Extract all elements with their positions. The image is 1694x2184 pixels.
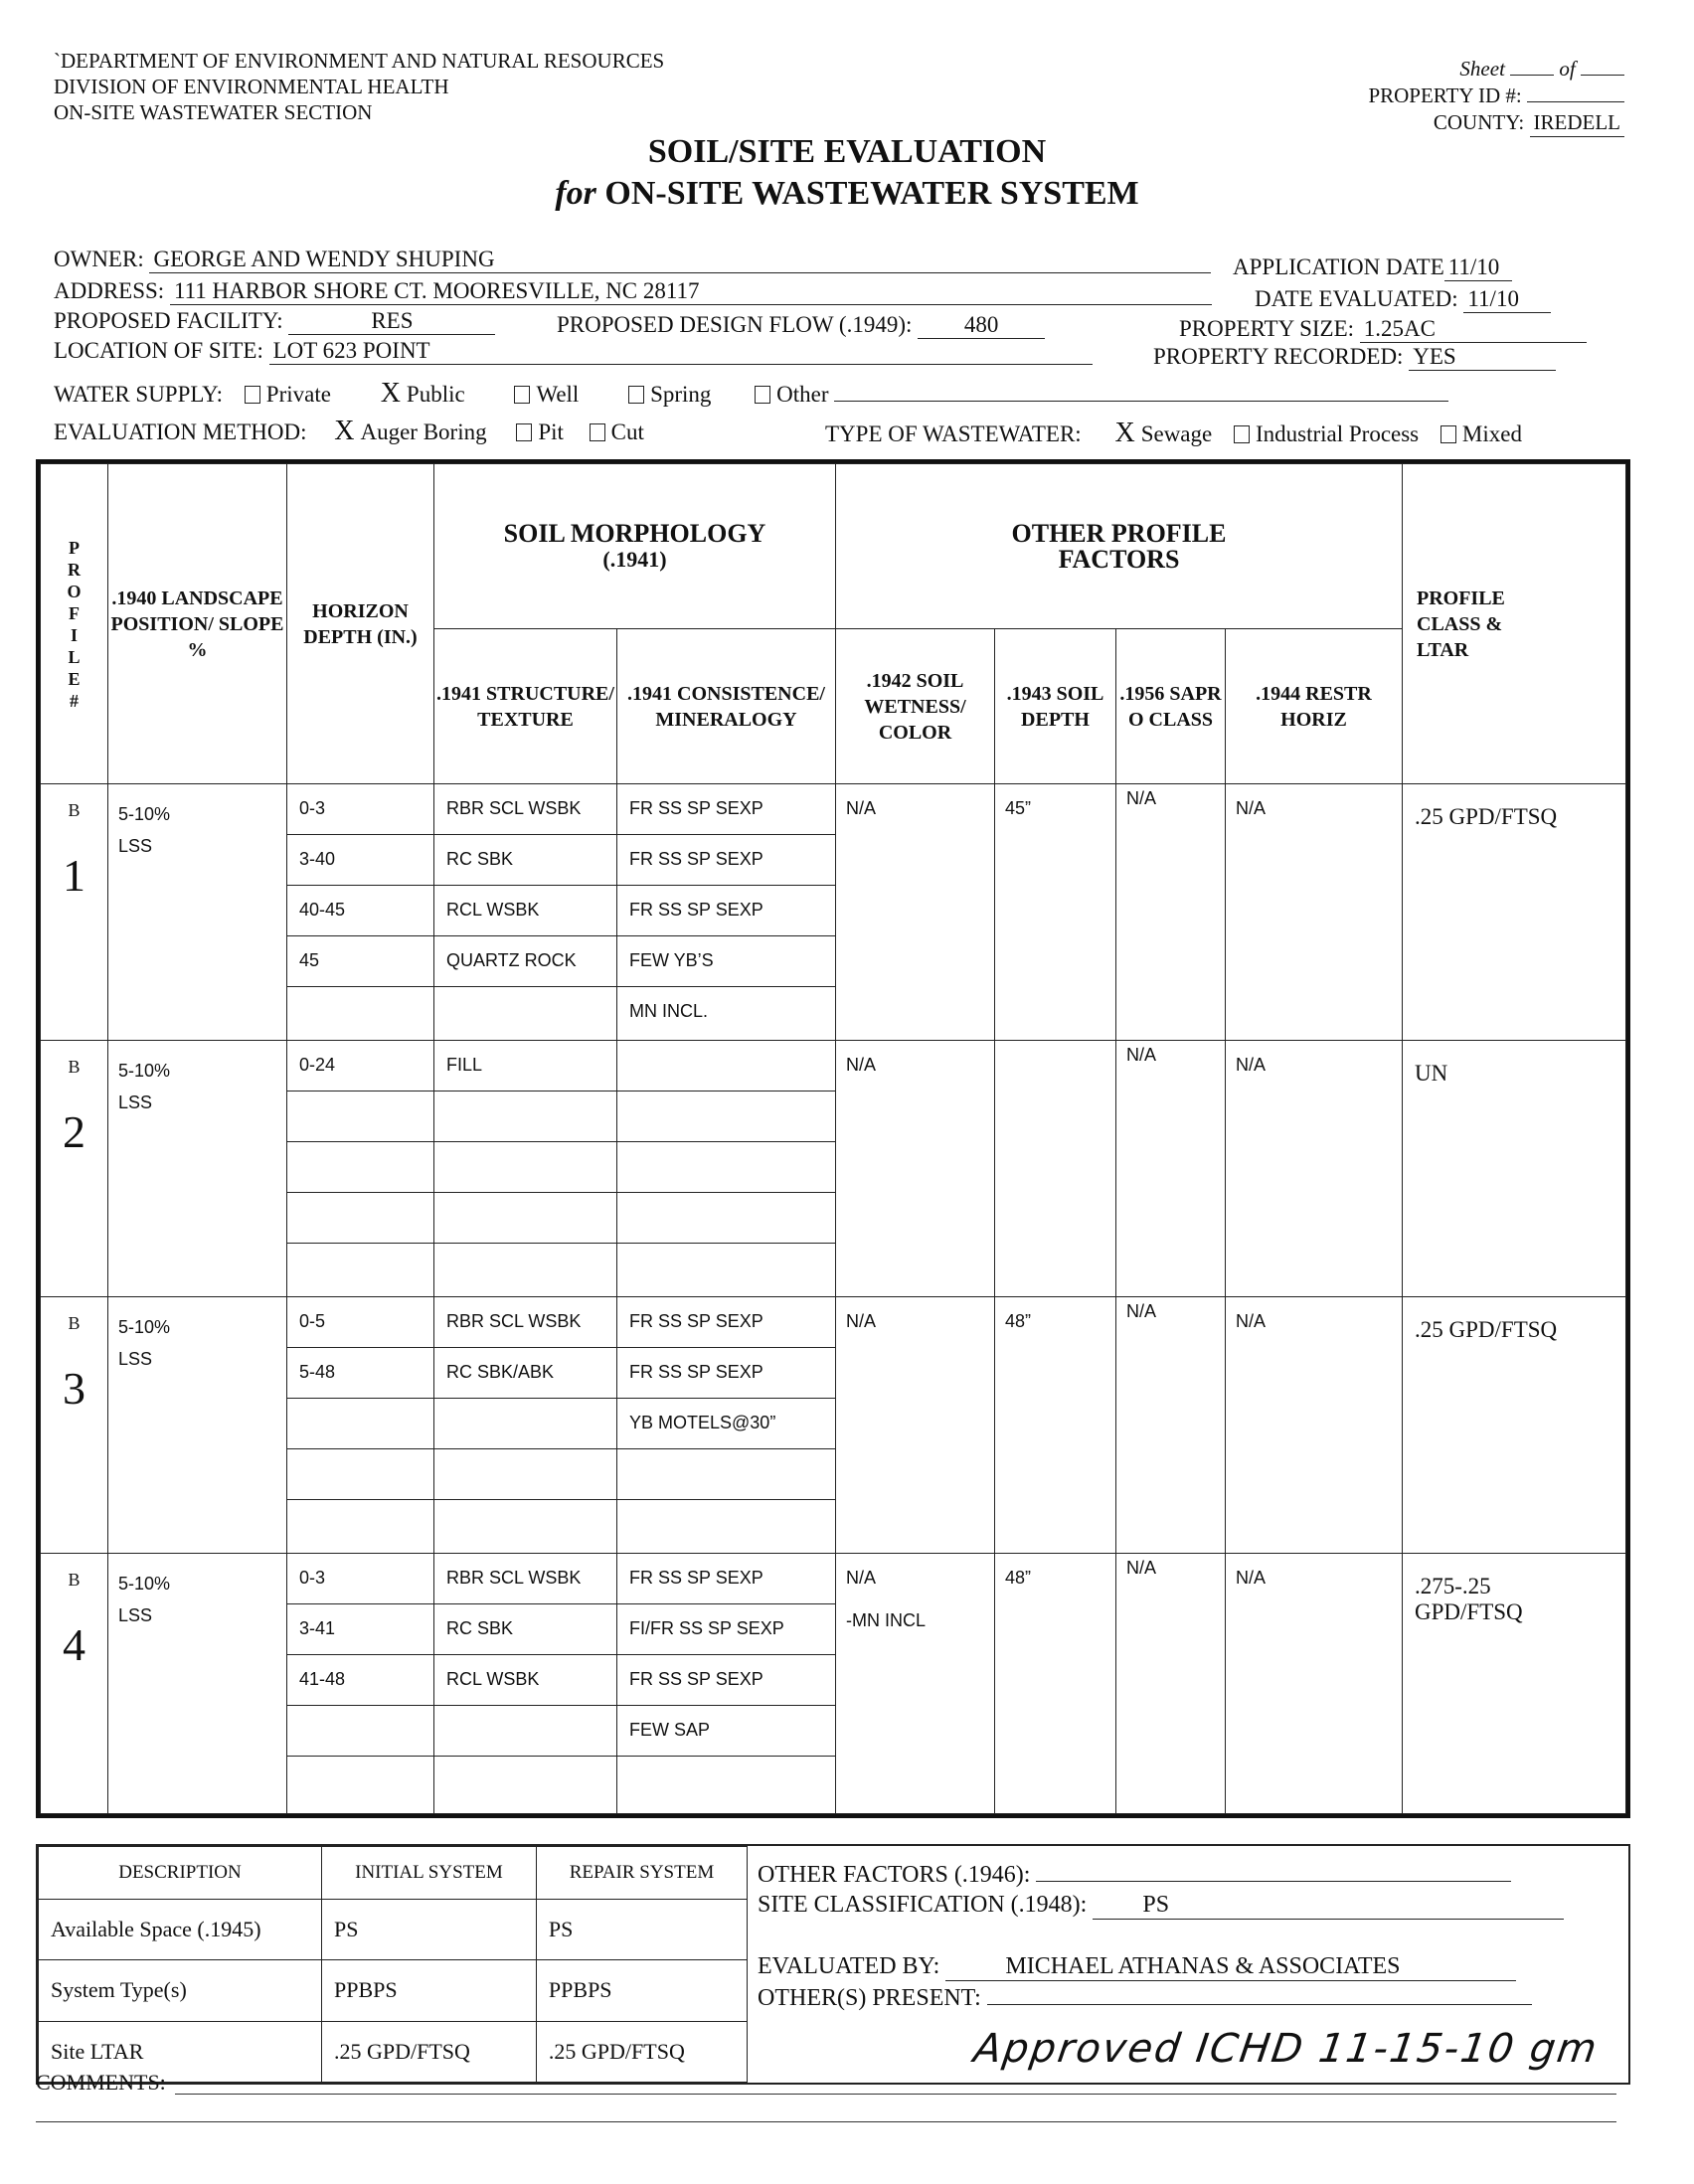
profile-ltar: UN — [1415, 1061, 1448, 1086]
agency-header — [54, 48, 664, 125]
profile-number: 4 — [63, 1619, 85, 1670]
structure-texture — [434, 1244, 616, 1294]
consistence-cell — [617, 1297, 836, 1554]
restr-value: N/A — [1236, 1055, 1267, 1075]
restr-value: N/A — [1236, 1311, 1267, 1331]
repair-system-header: REPAIR SYSTEM — [536, 1847, 747, 1900]
county-label: COUNTY: — [1433, 110, 1525, 134]
profile-letter: B — [68, 1570, 81, 1590]
profile-letter: B — [68, 1057, 81, 1077]
profile-class-cell — [1403, 784, 1626, 1041]
structure-texture — [434, 1399, 616, 1449]
restrictive-horizon-header: .1944 RESTR HORIZ — [1226, 629, 1403, 784]
profile-number-header: P R O F I L E # — [41, 464, 108, 784]
profile-class-cell — [1403, 1041, 1626, 1297]
profile-row — [41, 1297, 1626, 1554]
county-value: IREDELL — [1530, 109, 1624, 137]
pit-checkbox[interactable] — [516, 423, 532, 441]
slope: 5-10% — [118, 804, 171, 824]
available-space-label: Available Space (.1945) — [39, 1899, 322, 1959]
site-ltar-repair: .25 GPD/FTSQ — [536, 2021, 747, 2082]
structure-texture: RCL WSBK — [434, 886, 616, 936]
structure-texture — [434, 1142, 616, 1193]
profile-ltar: .25 GPD/FTSQ — [1415, 804, 1558, 829]
landscape-header: .1940 LANDSCAPE POSITION/ SLOPE % — [108, 464, 287, 784]
horizon-depth: 0-24 — [287, 1041, 433, 1092]
soil-depth-cell — [995, 1297, 1116, 1554]
wetness-value: N/A — [846, 1055, 877, 1075]
consistence-mineralogy: YB MOTELS@30” — [617, 1399, 835, 1449]
restr-cell — [1226, 1297, 1403, 1554]
structure-texture — [434, 1706, 616, 1757]
consistence-mineralogy — [617, 1142, 835, 1193]
sapro-cell — [1116, 1554, 1226, 1814]
structure-texture — [434, 987, 616, 1038]
water-supply-field: WATER SUPPLY: Private X Public Well Spring Other — [54, 378, 1448, 410]
agency-line-3: ON-SITE WASTEWATER SECTION — [54, 100, 373, 124]
sapro-cell — [1116, 1041, 1226, 1297]
profile-row — [41, 1554, 1626, 1814]
soil-depth-cell — [995, 784, 1116, 1041]
consistence-cell — [617, 1041, 836, 1297]
public-x-mark: X — [380, 378, 401, 409]
horizon-depth: 45 — [287, 936, 433, 987]
soil-depth-cell — [995, 1041, 1116, 1297]
restr-value: N/A — [1236, 798, 1267, 818]
consistence-mineralogy — [617, 1449, 835, 1500]
consistence-mineralogy: MN INCL. — [629, 1001, 709, 1021]
landscape-position: LSS — [118, 1092, 153, 1112]
well-checkbox[interactable] — [514, 386, 530, 404]
consistence-mineralogy: FR SS SP SEXP — [617, 886, 835, 936]
sapro-value: N/A — [1126, 788, 1157, 808]
approval-signature: Approved ICHD 11-15-10 gm — [970, 2026, 1602, 2072]
horizon-depth: 3-41 — [287, 1604, 433, 1655]
profile-number: 1 — [63, 850, 85, 901]
soil-morphology-header: SOIL MORPHOLOGY (.1941) — [434, 464, 836, 629]
available-space-repair: PS — [536, 1899, 747, 1959]
location-field: LOCATION OF SITE: LOT 623 POINT — [54, 338, 1093, 365]
profile-row — [41, 784, 1626, 1041]
horizon-depth — [287, 1399, 433, 1449]
restr-cell — [1226, 1041, 1403, 1297]
other-factors-field: OTHER FACTORS (.1946): — [758, 1862, 1511, 1889]
form-subtitle: for ON-SITE WASTEWATER SYSTEM — [555, 175, 1139, 212]
soil-wetness-cell — [836, 1554, 995, 1814]
consistence-mineralogy — [617, 1041, 835, 1092]
address-field: ADDRESS: 111 HARBOR SHORE CT. MOORESVILLE, NC 28117 — [54, 278, 1212, 305]
evaluation-method-field: EVALUATION METHOD: X Auger Boring Pit Cut — [54, 416, 644, 446]
landscape-cell — [108, 1041, 287, 1297]
landscape-position: LSS — [118, 836, 153, 856]
profile-number: 2 — [63, 1106, 85, 1157]
structure-texture: RCL WSBK — [434, 1655, 616, 1706]
structure-texture: FILL — [434, 1041, 616, 1092]
horizon-depth: 40-45 — [287, 886, 433, 936]
design-flow-field: PROPOSED DESIGN FLOW (.1949): 480 — [557, 312, 1045, 339]
profile-class-cell — [1403, 1297, 1626, 1554]
horizon-depth-cell — [287, 1297, 434, 1554]
structure-texture — [434, 1449, 616, 1500]
comments-line-1[interactable] — [175, 2094, 1616, 2095]
consistence-mineralogy: FR SS SP SEXP — [617, 784, 835, 835]
horizon-depth: 3-40 — [287, 835, 433, 886]
of-label: of — [1559, 57, 1576, 81]
date-evaluated-field: DATE EVALUATED: 11/10 — [1255, 286, 1551, 313]
other-checkbox[interactable] — [755, 386, 770, 404]
profile-class-cell — [1403, 1554, 1626, 1814]
soil-depth-cell — [995, 1554, 1116, 1814]
horizon-depth — [287, 1500, 433, 1551]
sapro-value: N/A — [1126, 1558, 1157, 1578]
restr-cell — [1226, 784, 1403, 1041]
profile-letter: B — [68, 1313, 81, 1333]
consistence-mineralogy — [617, 1092, 835, 1142]
consistence-mineralogy — [617, 1193, 835, 1244]
horizon-depth-cell — [287, 1041, 434, 1297]
other-profile-factors-header: OTHER PROFILE FACTORS — [836, 464, 1403, 629]
structure-texture — [434, 1500, 616, 1551]
horizon-depth: 5-48 — [287, 1348, 433, 1399]
industrial-checkbox[interactable] — [1234, 425, 1250, 443]
horizon-depth — [287, 1449, 433, 1500]
profile-number: 3 — [63, 1363, 85, 1414]
horizon-depth — [287, 1142, 433, 1193]
soil-wetness-cell — [836, 1041, 995, 1297]
horizon-depth-header: HORIZON DEPTH (IN.) — [287, 464, 434, 784]
consistence-mineralogy: FI/FR SS SP SEXP — [617, 1604, 835, 1655]
horizon-depth — [287, 1757, 433, 1807]
site-ltar-initial: .25 GPD/FTSQ — [322, 2021, 537, 2082]
structure-cell — [434, 1554, 617, 1814]
landscape-position: LSS — [118, 1349, 153, 1369]
structure-cell — [434, 1297, 617, 1554]
cut-checkbox[interactable] — [590, 423, 605, 441]
profile-class-header: PROFILE CLASS & LTAR — [1403, 464, 1626, 784]
horizon-depth: 0-3 — [287, 1554, 433, 1604]
landscape-cell — [108, 1554, 287, 1814]
mixed-checkbox[interactable] — [1440, 425, 1456, 443]
sheet-block — [1368, 56, 1624, 137]
wastewater-type-field: TYPE OF WASTEWATER: X Sewage Industrial Process Mixed — [825, 418, 1522, 448]
site-ltar-label: Site LTAR — [39, 2021, 322, 2082]
system-type-initial: PPBPS — [322, 1960, 537, 2021]
sapro-cell — [1116, 1297, 1226, 1554]
horizon-depth: 0-5 — [287, 1297, 433, 1348]
sapro-class-header: .1956 SAPR O CLASS — [1116, 629, 1226, 784]
wetness-value: N/A — [846, 1568, 877, 1588]
agency-line-1: `DEPARTMENT OF ENVIRONMENT AND NATURAL RESOURCES — [54, 49, 665, 73]
horizon-depth-cell — [287, 1554, 434, 1814]
structure-cell — [434, 784, 617, 1041]
horizon-depth — [287, 1706, 433, 1757]
structure-texture: QUARTZ ROCK — [434, 936, 616, 987]
sapro-value: N/A — [1126, 1045, 1157, 1065]
system-type-label: System Type(s) — [39, 1960, 322, 2021]
structure-texture-header: .1941 STRUCTURE/ TEXTURE — [434, 629, 617, 784]
consistence-mineralogy: FR SS SP SEXP — [617, 835, 835, 886]
profile-row — [41, 1041, 1626, 1297]
structure-texture: RC SBK/ABK — [434, 1348, 616, 1399]
spring-checkbox[interactable] — [628, 386, 644, 404]
consistence-mineralogy: FEW YB’S — [617, 936, 835, 987]
consistence-mineralogy: FR SS SP SEXP — [617, 1297, 835, 1348]
property-size-field: PROPERTY SIZE: 1.25AC — [1179, 316, 1587, 343]
wetness-value: N/A — [846, 798, 877, 818]
owner-field: OWNER: GEORGE AND WENDY SHUPING — [54, 247, 1211, 273]
soil-wetness-cell — [836, 784, 995, 1041]
wetness-value: N/A — [846, 1311, 877, 1331]
consistence-mineralogy: FEW SAP — [617, 1706, 835, 1757]
structure-texture — [434, 1092, 616, 1142]
consistence-mineralogy — [617, 1500, 835, 1551]
system-type-repair: PPBPS — [536, 1960, 747, 2021]
slope: 5-10% — [118, 1061, 171, 1081]
wetness-note: -MN INCL — [846, 1610, 926, 1630]
soil-wetness-header: .1942 SOIL WETNESS/ COLOR — [836, 629, 995, 784]
structure-cell — [434, 1041, 617, 1297]
sapro-cell — [1116, 784, 1226, 1041]
profile-ltar: .275-.25 GPD/FTSQ — [1415, 1574, 1523, 1624]
sheet-label: Sheet — [1459, 57, 1505, 81]
horizon-depth: 41-48 — [287, 1655, 433, 1706]
others-present-field: OTHER(S) PRESENT: — [758, 1985, 1532, 2012]
consistence-cell — [617, 1554, 836, 1814]
horizon-depth: 0-3 — [287, 784, 433, 835]
profile-letter: B — [68, 800, 81, 820]
slope: 5-10% — [118, 1574, 171, 1594]
structure-texture: RC SBK — [434, 835, 616, 886]
consistence-mineralogy — [617, 1757, 835, 1807]
soil-wetness-cell — [836, 1297, 995, 1554]
consistence-mineralogy: FR SS SP SEXP — [617, 1554, 835, 1604]
site-classification-field: SITE CLASSIFICATION (.1948): PS — [758, 1892, 1564, 1920]
landscape-cell — [108, 1297, 287, 1554]
available-space-initial: PS — [322, 1899, 537, 1959]
property-id-label: PROPERTY ID #: — [1368, 84, 1522, 107]
structure-texture — [434, 1757, 616, 1807]
private-checkbox[interactable] — [245, 386, 260, 404]
consistence-mineralogy — [617, 1244, 835, 1294]
profile-number-cell — [41, 784, 108, 1041]
restr-value: N/A — [1236, 1568, 1267, 1588]
landscape-position: LSS — [118, 1605, 153, 1625]
consistence-mineralogy: FR SS SP SEXP — [617, 1655, 835, 1706]
horizon-depth-cell — [287, 784, 434, 1041]
landscape-cell — [108, 784, 287, 1041]
application-date-field: APPLICATION DATE 11/10 — [1233, 254, 1512, 281]
structure-texture: RBR SCL WSBK — [434, 784, 616, 835]
structure-texture: RBR SCL WSBK — [434, 1554, 616, 1604]
horizon-depth — [287, 1244, 433, 1294]
agency-line-2: DIVISION OF ENVIRONMENTAL HEALTH — [54, 75, 449, 98]
consistence-cell — [617, 784, 836, 1041]
proposed-facility-field: PROPOSED FACILITY: RES — [54, 308, 495, 335]
sapro-value: N/A — [1126, 1301, 1157, 1321]
profile-number-cell — [41, 1041, 108, 1297]
slope: 5-10% — [118, 1317, 171, 1337]
structure-texture — [434, 1193, 616, 1244]
structure-texture: RC SBK — [434, 1604, 616, 1655]
restr-cell — [1226, 1554, 1403, 1814]
horizon-depth — [287, 1193, 433, 1244]
description-header: DESCRIPTION — [39, 1847, 322, 1900]
soil-depth-header: .1943 SOIL DEPTH — [995, 629, 1116, 784]
soil-depth-value: 48” — [1005, 1311, 1032, 1331]
soil-evaluation-table — [36, 459, 1630, 1818]
property-recorded-field: PROPERTY RECORDED: YES — [1153, 344, 1556, 371]
comments-label: COMMENTS: — [36, 2070, 166, 2095]
profile-number-cell — [41, 1297, 108, 1554]
horizon-depth — [287, 1092, 433, 1142]
evaluated-by-field: EVALUATED BY: MICHAEL ATHANAS & ASSOCIATES — [758, 1953, 1516, 1981]
structure-texture: RBR SCL WSBK — [434, 1297, 616, 1348]
initial-system-header: INITIAL SYSTEM — [322, 1847, 537, 1900]
form-title: SOIL/SITE EVALUATION — [647, 133, 1047, 170]
horizon-depth — [287, 987, 433, 1038]
soil-depth-value: 48” — [1005, 1568, 1032, 1588]
consistence-mineralogy-header: .1941 CONSISTENCE/ MINERALOGY — [617, 629, 836, 784]
comments-line-2[interactable] — [36, 2121, 1616, 2122]
soil-depth-value: 45” — [1005, 798, 1032, 818]
soil-depth-value — [995, 1041, 1115, 1069]
profile-number-cell — [41, 1554, 108, 1814]
consistence-mineralogy: FR SS SP SEXP — [617, 1348, 835, 1399]
profile-ltar: .25 GPD/FTSQ — [1415, 1317, 1558, 1342]
